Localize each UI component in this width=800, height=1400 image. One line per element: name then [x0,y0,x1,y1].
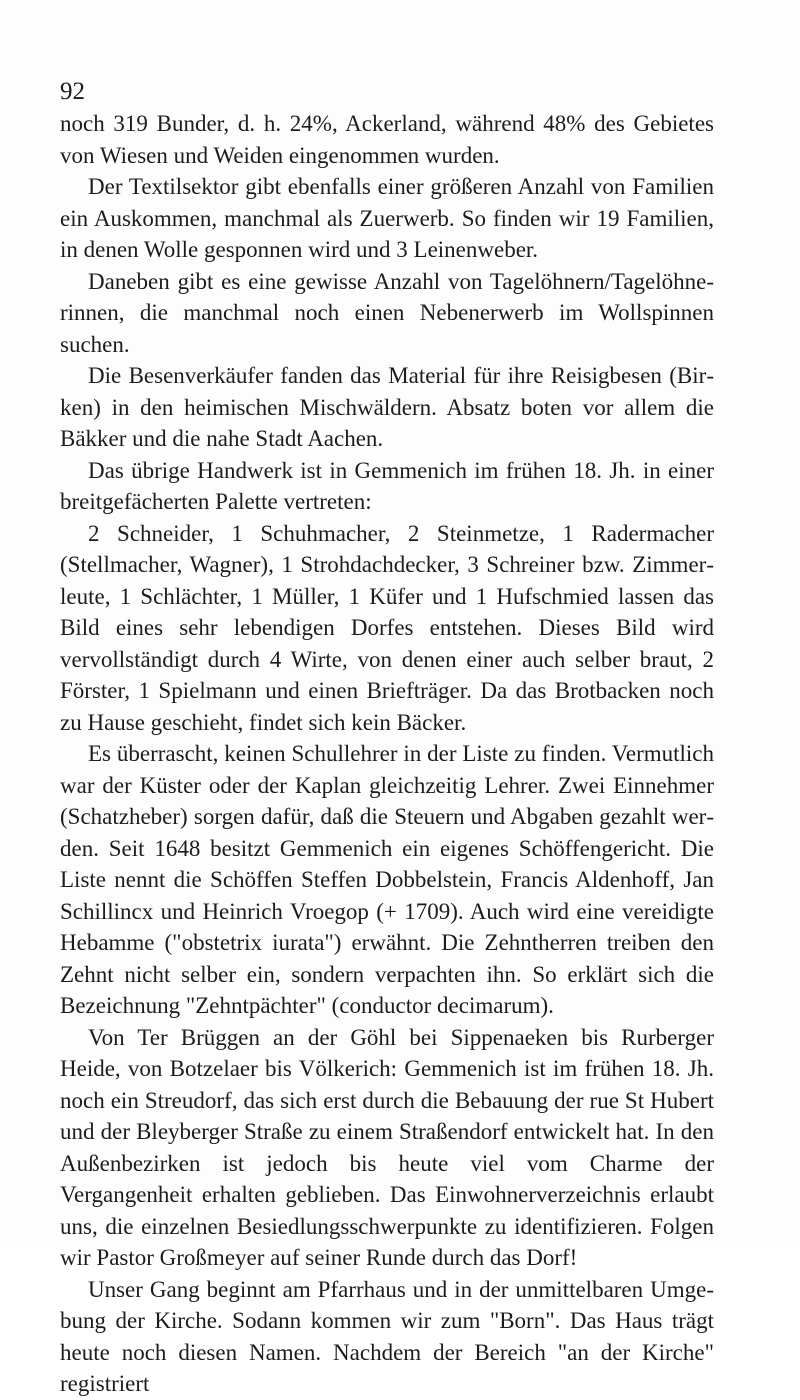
body-text [60,108,714,1400]
paragraph: Der Textilsektor gibt ebenfalls einer größeren Anzahl von Familien ein Auskommen, manchmal als Zuerwerb. So finden wir 19 Familien, in denen Wolle gesponnen wird und 3 Leinenweber. [60,174,714,262]
paragraph: Die Besenverkäufer fanden das Material für ihre Reisigbesen (Birken) in den heimischen Mischwäldern. Absatz boten vor allem die Bäkker und die nahe Stadt Aachen. [60,363,714,451]
paragraph: 2 Schneider, 1 Schuhmacher, 2 Steinmetze, 1 Radermacher (Stellmacher, Wagner), 1 Strohdachdecker, 3 Schreiner bzw. Zimmerleute, 1 Schlächter, 1 Müller, 1 Küfer und 1 Hufschmied lassen das Bild eines sehr lebendigen Dorfes entstehen. Dieses Bild wird vervollständigt durch 4 Wirte, von denen einer auch selber braut, 2 Förster, 1 Spielmann und einen Briefträger. Da das Brotbacken noch zu Hause geschieht, findet sich kein Bäcker. [60,520,714,735]
paragraph: Es überrascht, keinen Schullehrer in der Liste zu finden. Vermutlich war der Küster oder der Kaplan gleichzeitig Lehrer. Zwei Einnehmer (Schatzheber) sorgen dafür, daß die Steuern und Abgaben gezahlt werden. Seit 1648 besitzt Gemmenich ein eigenes Schöffengericht. Die Liste nennt die Schöffen Steffen Dobbelstein, Francis Aldenhoff, Jan Schillincx und Heinrich Vroegop (+ 1709). Auch wird eine vereidigte Hebamme ("obstetrix iurata") erwähnt. Die Zehntherren treiben den Zehnt nicht selber ein, sondern verpachten ihn. So erklärt sich die Bezeichnung "Zehntpächter" (conductor decimarum). [60,741,714,1018]
paragraph: Daneben gibt es eine gewisse Anzahl von Tagelöhnern/Tagelöhnerinnen, die manchmal noch einen Nebenerwerb im Wollspinnen suchen. [60,268,714,357]
page-number: 92 [60,78,85,105]
paragraph: Das übrige Handwerk ist in Gemmenich im frühen 18. Jh. in einer breitgefächerten Palette vertreten: [60,457,714,514]
paragraph: Von Ter Brüggen an der Göhl bei Sippenaeken bis Rurberger Heide, von Botzelaer bis Völkerich: Gemmenich ist im frühen 18. Jh. noch ein Streudorf, das sich erst durch die Bebauung der rue St Hubert und der Bleyberger Straße zu einem Straßendorf entwickelt hat. In den Außenbezirken ist jedoch bis heute viel vom Charme der Vergangenheit erhalten geblieben. Das Einwohnerverzeichnis erlaubt uns, die einzelnen Besiedlungsschwerpunkte zu identifizieren. Folgen wir Pastor Großmeyer auf seiner Runde durch das Dorf! [60,1024,714,1270]
paragraph: noch 319 Bunder, d. h. 24%, Ackerland, während 48% des Gebietes von Wiesen und Weiden eingenommen wurden. [60,111,714,168]
paragraph: Unser Gang beginnt am Pfarrhaus und in der unmittelbaren Umgebung der Kirche. Sodann kommen wir zum "Born". Das Haus trägt heute noch diesen Namen. Nachdem der Bereich "an der Kirche" registriert [60,1276,714,1396]
